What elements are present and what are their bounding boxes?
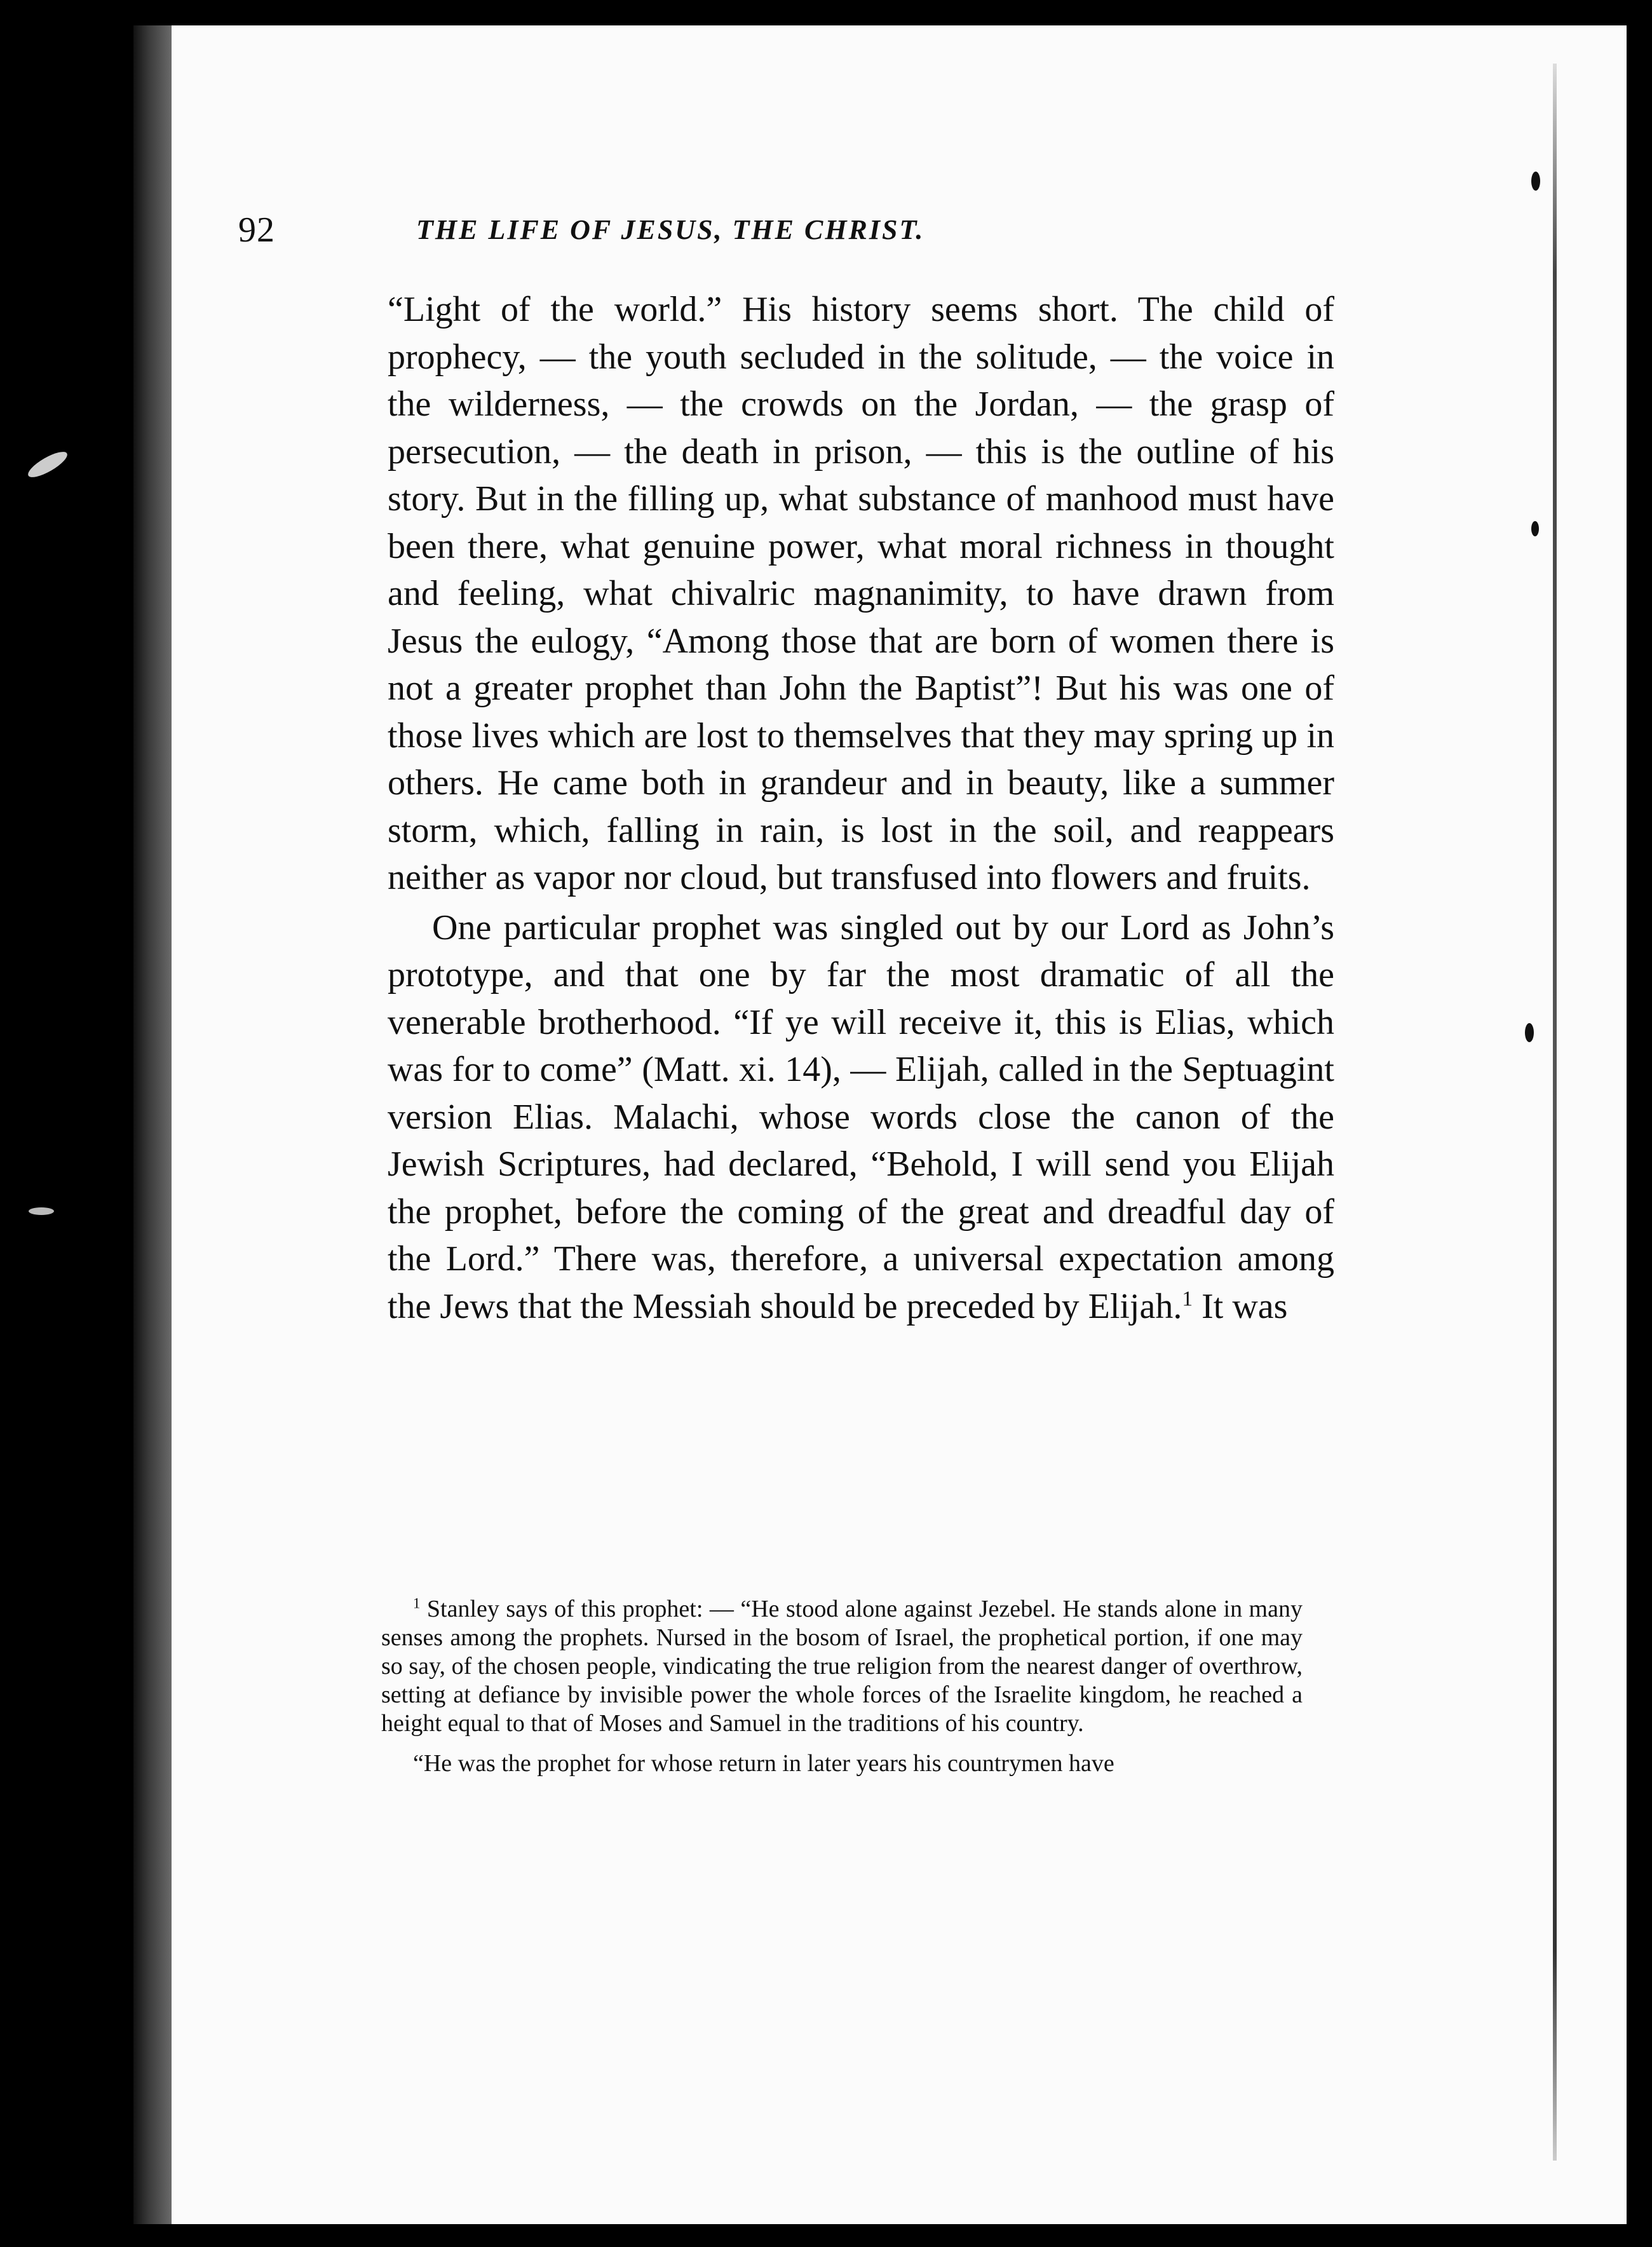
page-number: 92 bbox=[238, 210, 275, 250]
paragraph-1: “Light of the world.” His history seems short. The child of prophecy, — the youth secluded in the solitude, — the voice in the wilderness, — the crowds on the Jordan, — the grasp of persecution, — the death in prison, — this is the outline of his story. But in the filling up, what substance of manhood must have been there, what genuine power, what moral richness in thought and feeling, what chivalric magnanimity, to have drawn from Jesus the eulogy, “Among those that are born of women there is not a greater prophet than John the Baptist”! But his was one of those lives which are lost to themselves that they may spring up in others. He came both in grandeur and in beauty, like a summer storm, which, falling in rain, is lost in the soil, and reappears neither as vapor nor cloud, but transfused into flowers and fruits. bbox=[388, 290, 1334, 897]
scan-speck bbox=[1525, 1023, 1534, 1042]
scan-speck bbox=[1531, 521, 1539, 536]
paragraph-2-continuation: It was bbox=[1193, 1286, 1288, 1326]
paragraph-2 bbox=[388, 904, 1334, 1331]
running-title: THE LIFE OF JESUS, THE CHRIST. bbox=[416, 214, 925, 245]
footnote-marker: 1 bbox=[413, 1595, 421, 1612]
running-head bbox=[238, 210, 1160, 261]
body-text bbox=[388, 286, 1334, 1330]
book-gutter bbox=[133, 25, 172, 2224]
footnote-reference: 1 bbox=[1182, 1286, 1193, 1310]
footnote-1 bbox=[381, 1595, 1303, 1738]
page-edge bbox=[1553, 64, 1557, 2161]
scan-speck bbox=[1531, 172, 1540, 191]
scan-speck bbox=[29, 1207, 54, 1215]
footnotes bbox=[381, 1595, 1303, 1778]
footnote-1-text: Stanley says of this prophet: — “He stood alone against Jezebel. He stands alone in many senses among the prophets. Nursed in the bosom of Israel, the prophetical portion, if one may so say, of the chosen people, vindicating the true religion from the nearest danger of overthrow, setting at defiance by invisible power the whole forces of the Israelite kingdom, he reached a height equal to that of Moses and Samuel in the traditions of his country. bbox=[381, 1596, 1303, 1737]
footnote-1-continuation: “He was the prophet for whose return in later years his countrymen have bbox=[413, 1750, 1114, 1777]
paragraph-2-text: One particular prophet was singled out by our Lord as John’s prototype, and that one by far the most dramatic of all the venerable brotherhood. “If ye will receive it, this is Elias, which was for to come” (Matt. xi. 14), — Elijah, called in the Septuagint version Elias. Malachi, whose words close the canon of the Jewish Scriptures, had declared, “Behold, I will send you Elijah the prophet, before the coming of the great and dreadful day of the Lord.” There was, therefore, a universal expectation among the Jews that the Messiah should be preceded by Elijah. bbox=[388, 907, 1334, 1326]
